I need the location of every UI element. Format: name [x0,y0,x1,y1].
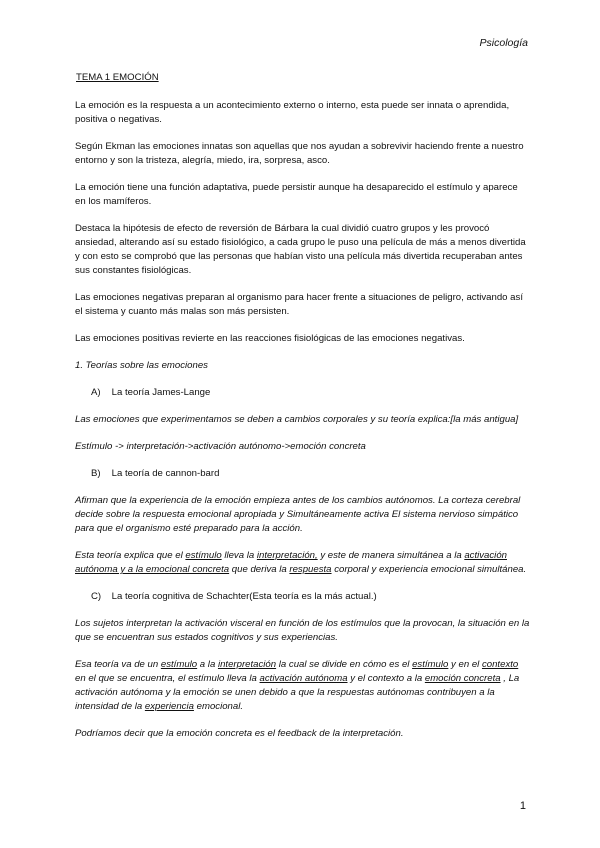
paragraph-adaptive-function: La emoción tiene una función adaptativa, puede persistir aunque ha desaparecido el estímulo y aparece en los mamíferos. [75,182,518,207]
text-run: y el contexto a la [347,673,425,684]
theory-b-description: Afirman que la experiencia de la emoción empieza antes de los cambios autónomos. La corteza cerebral decide sobre la respuesta emocional apropiada y Simultáneamente activa El sistema nervioso simpático para que el organismo esté preparado para la acción. [75,495,521,534]
paragraph-reversion-hypothesis: Destaca la hipótesis de efecto de reversión de Bárbara la cual dividió cuatro grupos y les provocó ansiedad, alterando así su estado fisiológico, a cada grupo le puso una película de más a menos divertida y con esto se comprobó que las personas que habían visto una película más divertida recuperaban antes sus constantes fisiológicas. [75,223,526,276]
text-run: , La activación autónoma y la emoción se unen debido a que la respuestas autónomas contribuyen a la intensidad de la [75,673,520,712]
text-run: a la [197,659,218,670]
theory-b-heading [75,467,530,481]
text-run: en el que se encuentra, el estímulo lleva la [75,673,260,684]
underlined-term: estímulo [412,659,449,670]
text-run: y este de manera simultánea a la [317,550,465,561]
underlined-term: activación autónoma y a la emocional concreta [75,550,507,575]
paragraph-ekman: Según Ekman las emociones innatas son aquellas que nos ayudan a sobrevivir haciendo frente a nuestro entorno y son la tristeza, alegría, miedo, ira, sorpresa, asco. [75,141,524,166]
theory-a-title: La teoría James-Lange [111,387,211,398]
underlined-term: experiencia [144,701,194,712]
theory-c-conclusion: Podríamos decir que la emoción concreta es el feedback de la interpretación. [75,728,404,739]
theory-c-label: C) [91,591,102,602]
underlined-term: activación autónoma [259,673,348,684]
underlined-term: interpretación, [256,550,318,561]
theory-b-title: La teoría de cannon-bard [111,468,220,479]
paragraph-negative-emotions: Las emociones negativas preparan al organismo para hacer frente a situaciones de peligro, activando así el sistema y cuanto más malas son más persisten. [75,292,523,317]
text-run: corporal y experiencia emocional simultánea. [331,564,527,575]
theory-a-label: A) [91,387,101,398]
page-number: 1 [519,800,526,812]
document-title: TEMA 1 EMOCIÓN [76,72,159,83]
theory-a-description: Las emociones que experimentamos se deben a cambios corporales y su teoría explica:[la más antigua] [75,414,519,425]
theory-a-heading [75,386,530,400]
theory-c-explanation [75,658,530,714]
text-run: que deriva la [229,564,290,575]
text-run: la cual se divide en cómo es el [276,659,413,670]
section-heading-theories: 1. Teorías sobre las emociones [75,360,208,371]
underlined-term: respuesta [289,564,332,575]
text-run: lleva la [221,550,257,561]
underlined-term: interpretación [217,659,277,670]
underlined-term: contexto [481,659,519,670]
document-body [75,71,530,754]
theory-c-description: Los sujetos interpretan la activación visceral en función de los estímulos que la provocan, la situación en la que se encuentran sus estados cognitivos y sus experiencias. [75,618,530,643]
text-run: emocional. [193,701,244,712]
theory-a-sequence: Estímulo -> interpretación->activación autónomo->emoción concreta [75,441,366,452]
theory-c-heading [75,590,530,604]
theory-b-explanation [75,549,530,577]
theory-b-label: B) [91,468,101,479]
header-subject: Psicología [479,37,528,49]
text-run: Esta teoría explica que el [75,550,186,561]
theory-c-title: La teoría cognitiva de Schachter(Esta teoría es la más actual.) [111,591,377,602]
text-run: Esa teoría va de un [75,659,161,670]
text-run: y en el [448,659,482,670]
underlined-term: estímulo [160,659,198,670]
underlined-term: emoción concreta [424,673,501,684]
paragraph-positive-emotions: Las emociones positivas revierte en las reacciones fisiológicas de las emociones negativas. [75,333,465,344]
underlined-term: estímulo [185,550,222,561]
paragraph-definition: La emoción es la respuesta a un acontecimiento externo o interno, esta puede ser innata o aprendida, positiva o negativas. [75,100,510,125]
